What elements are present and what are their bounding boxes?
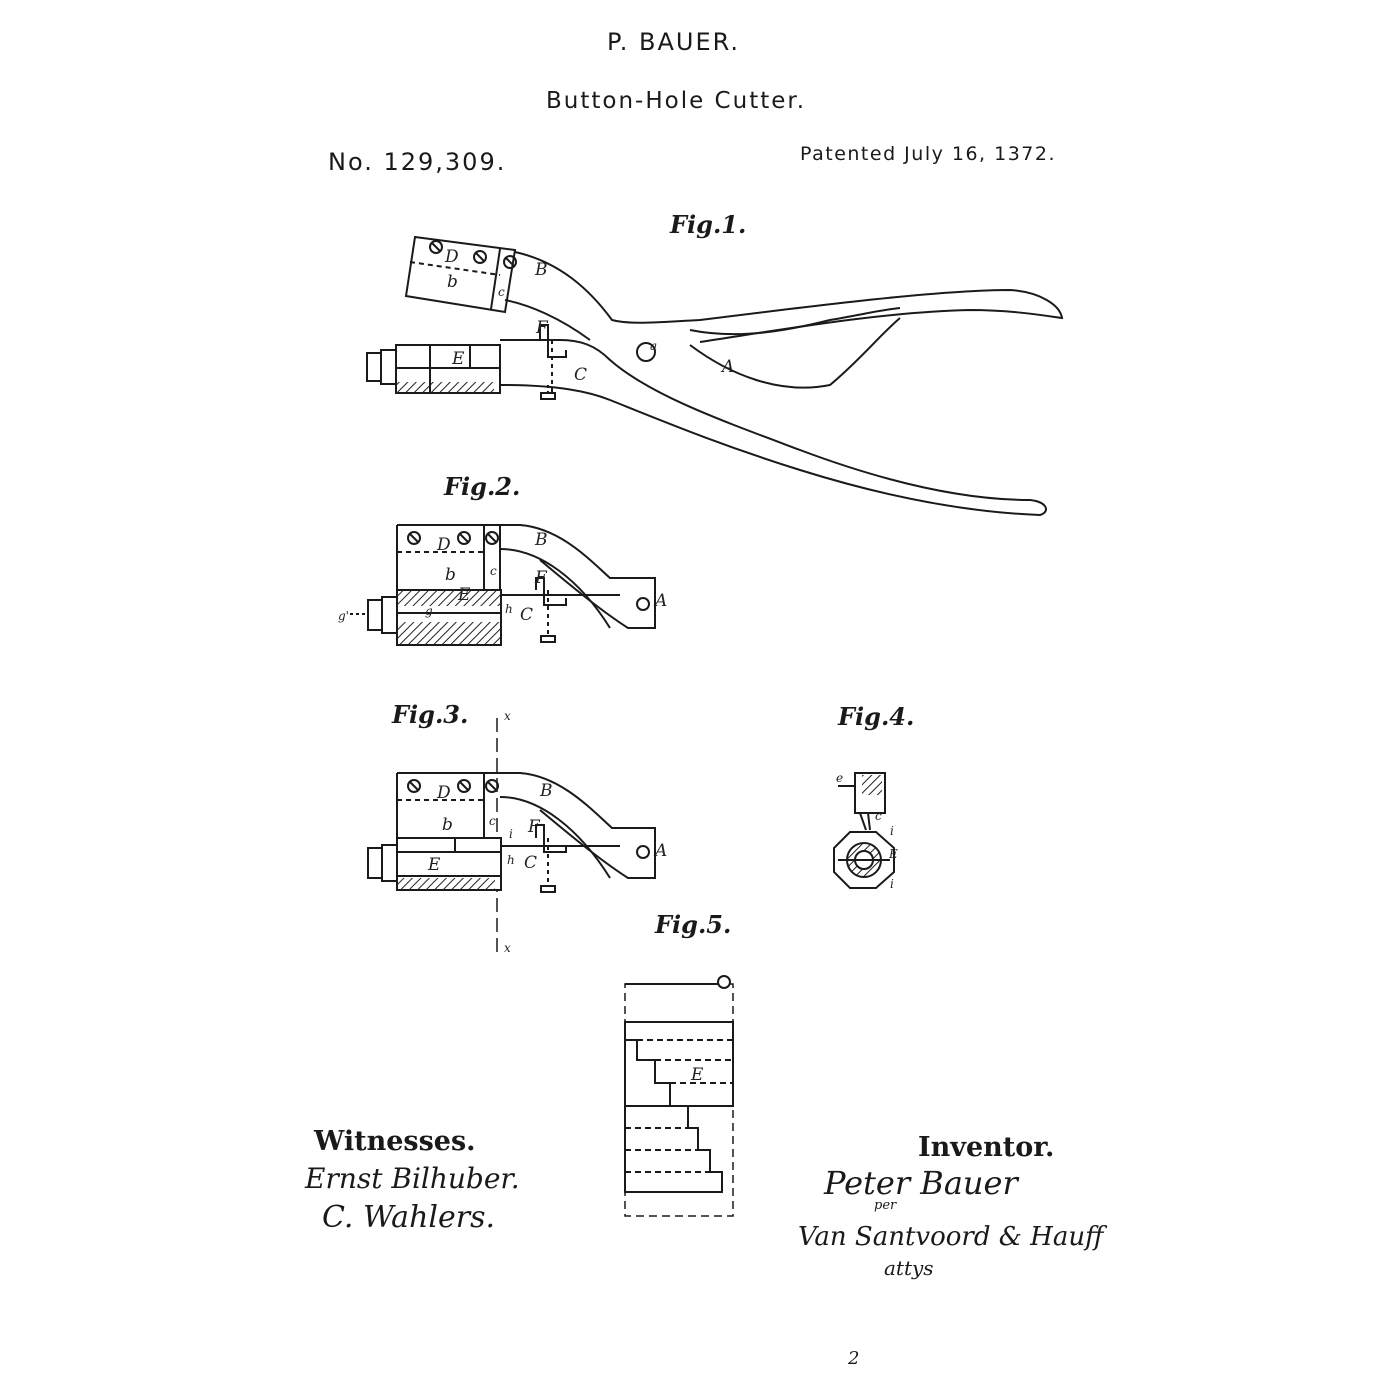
label-E: E	[691, 1065, 704, 1085]
label-D: D	[437, 535, 451, 555]
label-F: F	[536, 318, 548, 338]
label-E: E	[458, 585, 471, 605]
label-C: C	[520, 605, 534, 625]
per-mark: per	[874, 1198, 897, 1213]
label-C: C	[524, 853, 538, 873]
label-E: E	[428, 855, 441, 875]
label-A: A	[655, 591, 668, 611]
fig3-labels	[427, 709, 667, 955]
fig5-labels	[690, 1065, 704, 1085]
patented-date: Patented July 16, 1372.	[800, 143, 1057, 165]
label-i: i	[890, 824, 894, 838]
label-c: c	[498, 285, 505, 299]
label-i: i	[509, 827, 513, 841]
label-b: b	[442, 815, 453, 835]
label-B: B	[535, 530, 548, 550]
label-x-top: x	[504, 709, 511, 723]
patent-number: No. 129,309.	[328, 148, 507, 176]
label-h: h	[507, 853, 515, 867]
label-h: h	[505, 602, 513, 616]
fig3-caption: Fig.3.	[392, 700, 469, 729]
label-b: b	[447, 272, 458, 292]
witnesses-heading: Witnesses.	[314, 1126, 476, 1157]
label-A: A	[655, 841, 668, 861]
label-F: F	[528, 817, 540, 837]
fig1-caption: Fig.1.	[670, 210, 747, 239]
label-a: a	[650, 339, 658, 353]
attys-mark: attys	[884, 1256, 934, 1280]
witness-signature-2: C. Wahlers.	[322, 1200, 496, 1235]
label-i-2: i	[890, 877, 894, 891]
label-c: c	[490, 564, 497, 578]
label-c: c	[489, 814, 496, 828]
attorney-signature: Van Santvoord & Hauff	[798, 1222, 1104, 1252]
fig4-drawing	[834, 773, 894, 888]
fig2-caption: Fig.2.	[444, 472, 521, 501]
label-D: D	[437, 783, 451, 803]
label-g-prime: g'	[338, 609, 349, 623]
inventor-name: P. BAUER.	[607, 28, 741, 56]
label-A: A	[722, 357, 735, 377]
label-C: C	[574, 365, 588, 385]
label-F: F	[535, 568, 547, 588]
label-E: E	[452, 349, 465, 369]
label-x-bottom: x	[504, 941, 511, 955]
label-g: g	[425, 604, 433, 618]
invention-title: Button-Hole Cutter.	[546, 88, 807, 114]
fig1-drawing	[367, 237, 1062, 515]
label-b: b	[445, 565, 456, 585]
witness-signature-1: Ernst Bilhuber.	[305, 1162, 520, 1195]
label-c: c	[875, 809, 882, 823]
label-D: D	[445, 247, 459, 267]
label-B: B	[540, 781, 553, 801]
label-e: e	[836, 771, 844, 785]
fig5-drawing	[625, 976, 733, 1216]
label-E: E	[889, 847, 898, 861]
footer-mark: 2	[848, 1348, 860, 1369]
inventor-signature: Peter Bauer	[824, 1164, 1018, 1202]
fig2-drawing	[350, 525, 655, 645]
label-B: B	[535, 260, 548, 280]
fig4-caption: Fig.4.	[838, 702, 915, 731]
inventor-heading: Inventor.	[918, 1132, 1055, 1163]
fig5-caption: Fig.5.	[655, 910, 732, 939]
